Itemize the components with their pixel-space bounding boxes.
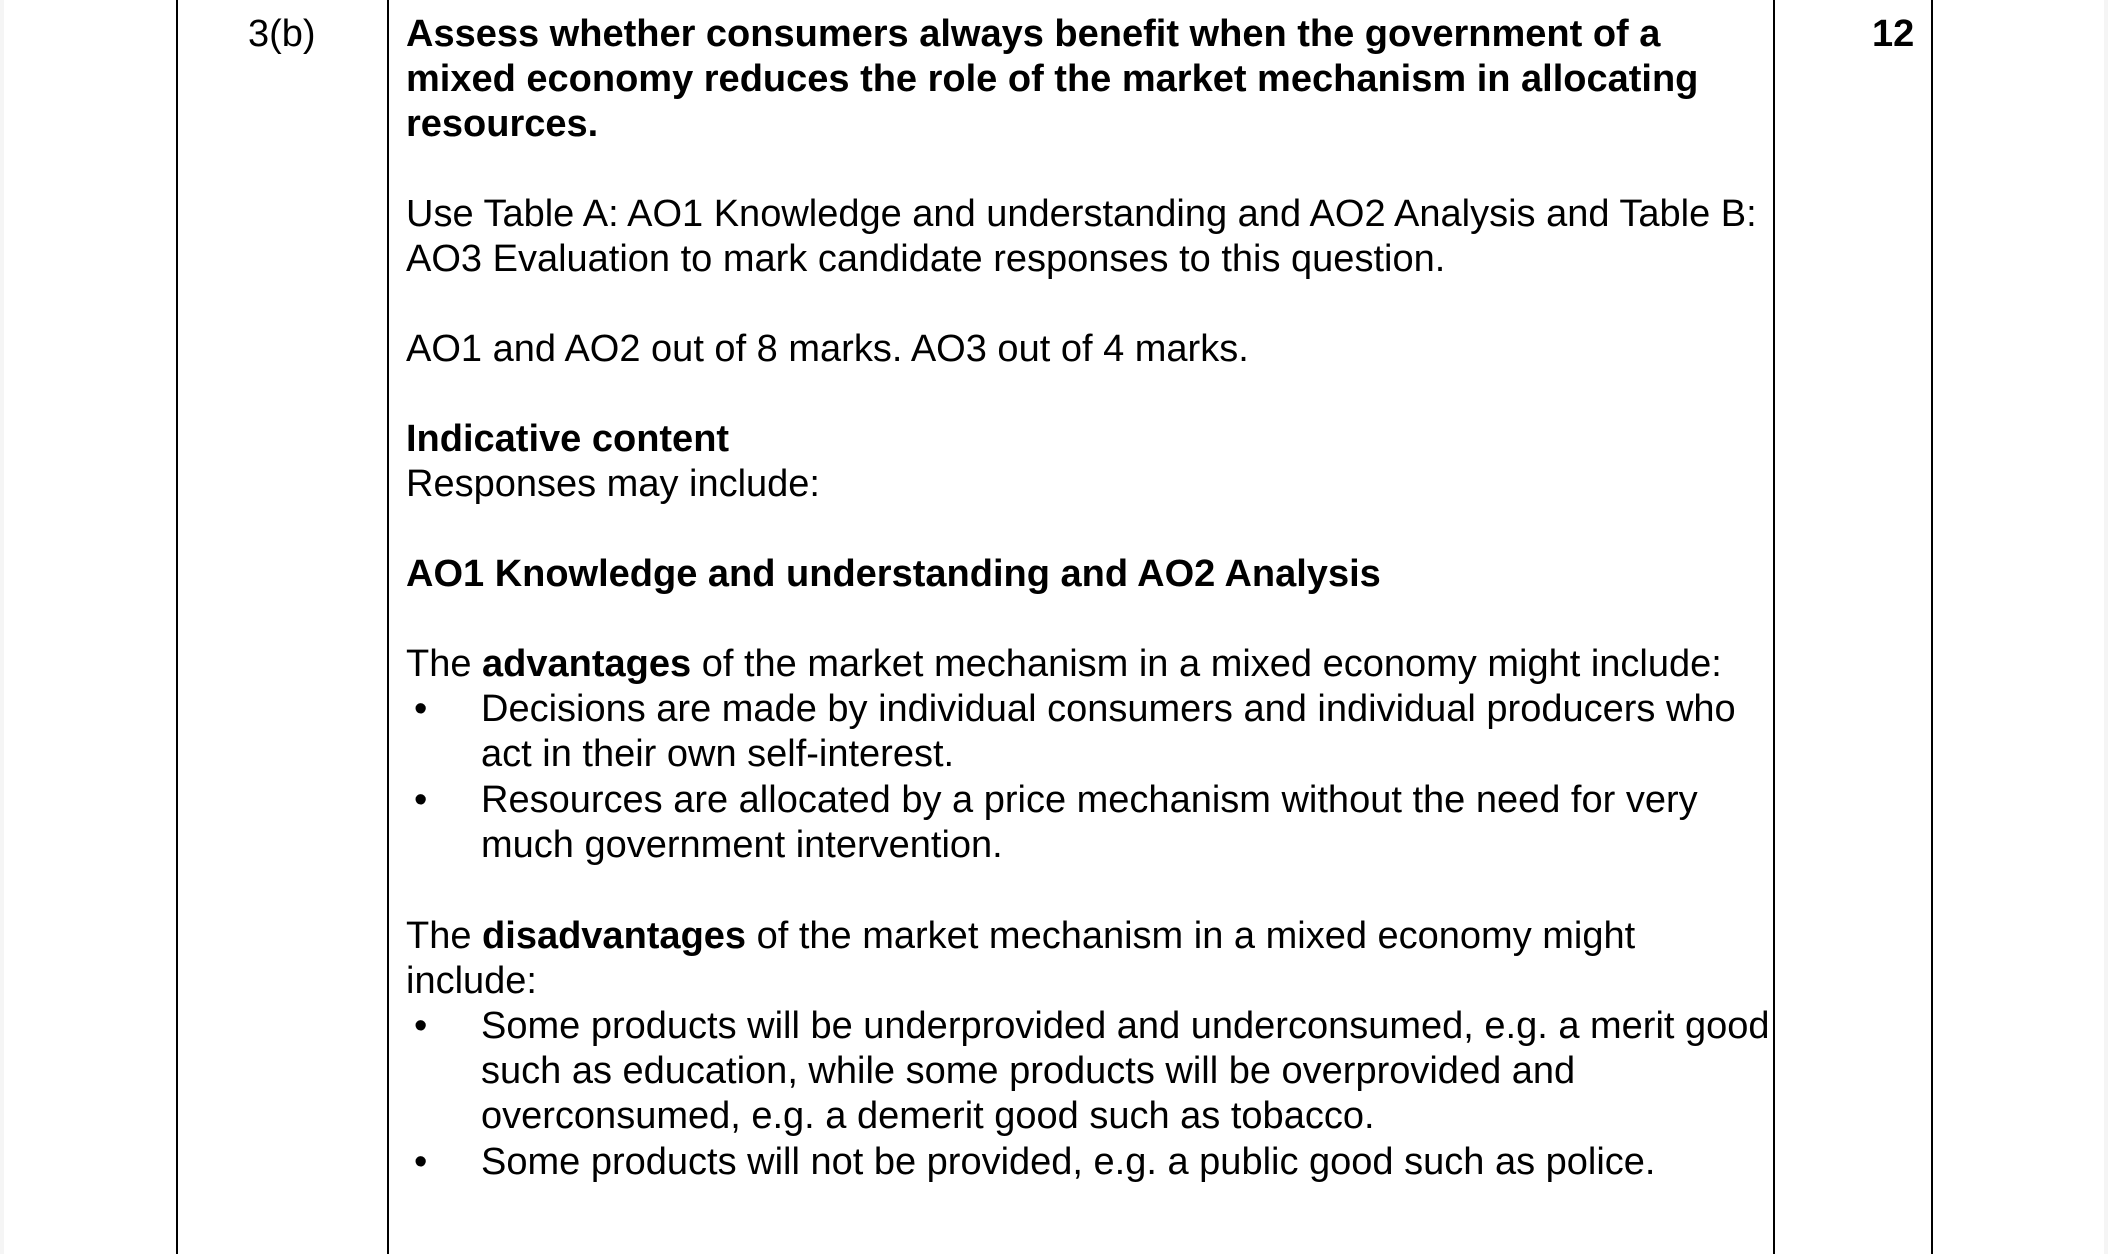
list-item: • Some products will not be provided, e.g. a public good such as police. xyxy=(414,1141,1656,1183)
bullet-icon: • xyxy=(414,688,428,730)
bullet-icon: • xyxy=(414,1005,428,1047)
left-page-margin xyxy=(0,0,4,1254)
marking-instruction: Use Table A: AO1 Knowledge and understanding and AO2 Analysis and Table B: AO3 Evaluation to mark candidate responses to this question. xyxy=(406,193,1757,280)
table-border-left xyxy=(176,0,178,1254)
bullet-icon: • xyxy=(414,1141,428,1183)
disadvantages-keyword: disadvantages xyxy=(482,915,747,957)
advantages-list xyxy=(406,687,1771,868)
table-border-right xyxy=(1931,0,1933,1254)
right-page-margin xyxy=(2104,0,2108,1254)
marks-value: 12 xyxy=(1872,13,1915,55)
list-item: • Resources are allocated by a price mechanism without the need for very much government intervention. xyxy=(414,779,1698,866)
list-item: • Decisions are made by individual consumers and individual producers who act in their own self-interest. xyxy=(414,688,1736,775)
mark-scheme-content xyxy=(406,12,1771,1186)
indicative-content-heading: Indicative content xyxy=(406,418,730,460)
advantages-keyword: advantages xyxy=(482,643,692,685)
disadvantages-lead: The disadvantages of the market mechanism in a mixed economy might include: xyxy=(406,915,1636,1002)
indicative-content-intro: Responses may include: xyxy=(406,463,820,505)
mark-split: AO1 and AO2 out of 8 marks. AO3 out of 4 marks. xyxy=(406,328,1249,370)
table-divider-marks-column xyxy=(1773,0,1775,1254)
disadvantages-list xyxy=(406,1004,1771,1185)
ao1-ao2-section-heading: AO1 Knowledge and understanding and AO2 Analysis xyxy=(406,553,1381,595)
advantages-lead: The advantages of the market mechanism in a mixed economy might include: xyxy=(406,643,1722,685)
question-prompt: Assess whether consumers always benefit when the government of a mixed economy reduces the role of the market mechanism in allocating resources. xyxy=(406,13,1699,145)
question-number: 3(b) xyxy=(248,13,316,55)
bullet-icon: • xyxy=(414,779,428,821)
list-item: • Some products will be underprovided and underconsumed, e.g. a merit good such as education, while some products will be overprovided and overconsumed, e.g. a demerit good such as tobacco. xyxy=(414,1005,1770,1137)
table-divider-question-column xyxy=(387,0,389,1254)
